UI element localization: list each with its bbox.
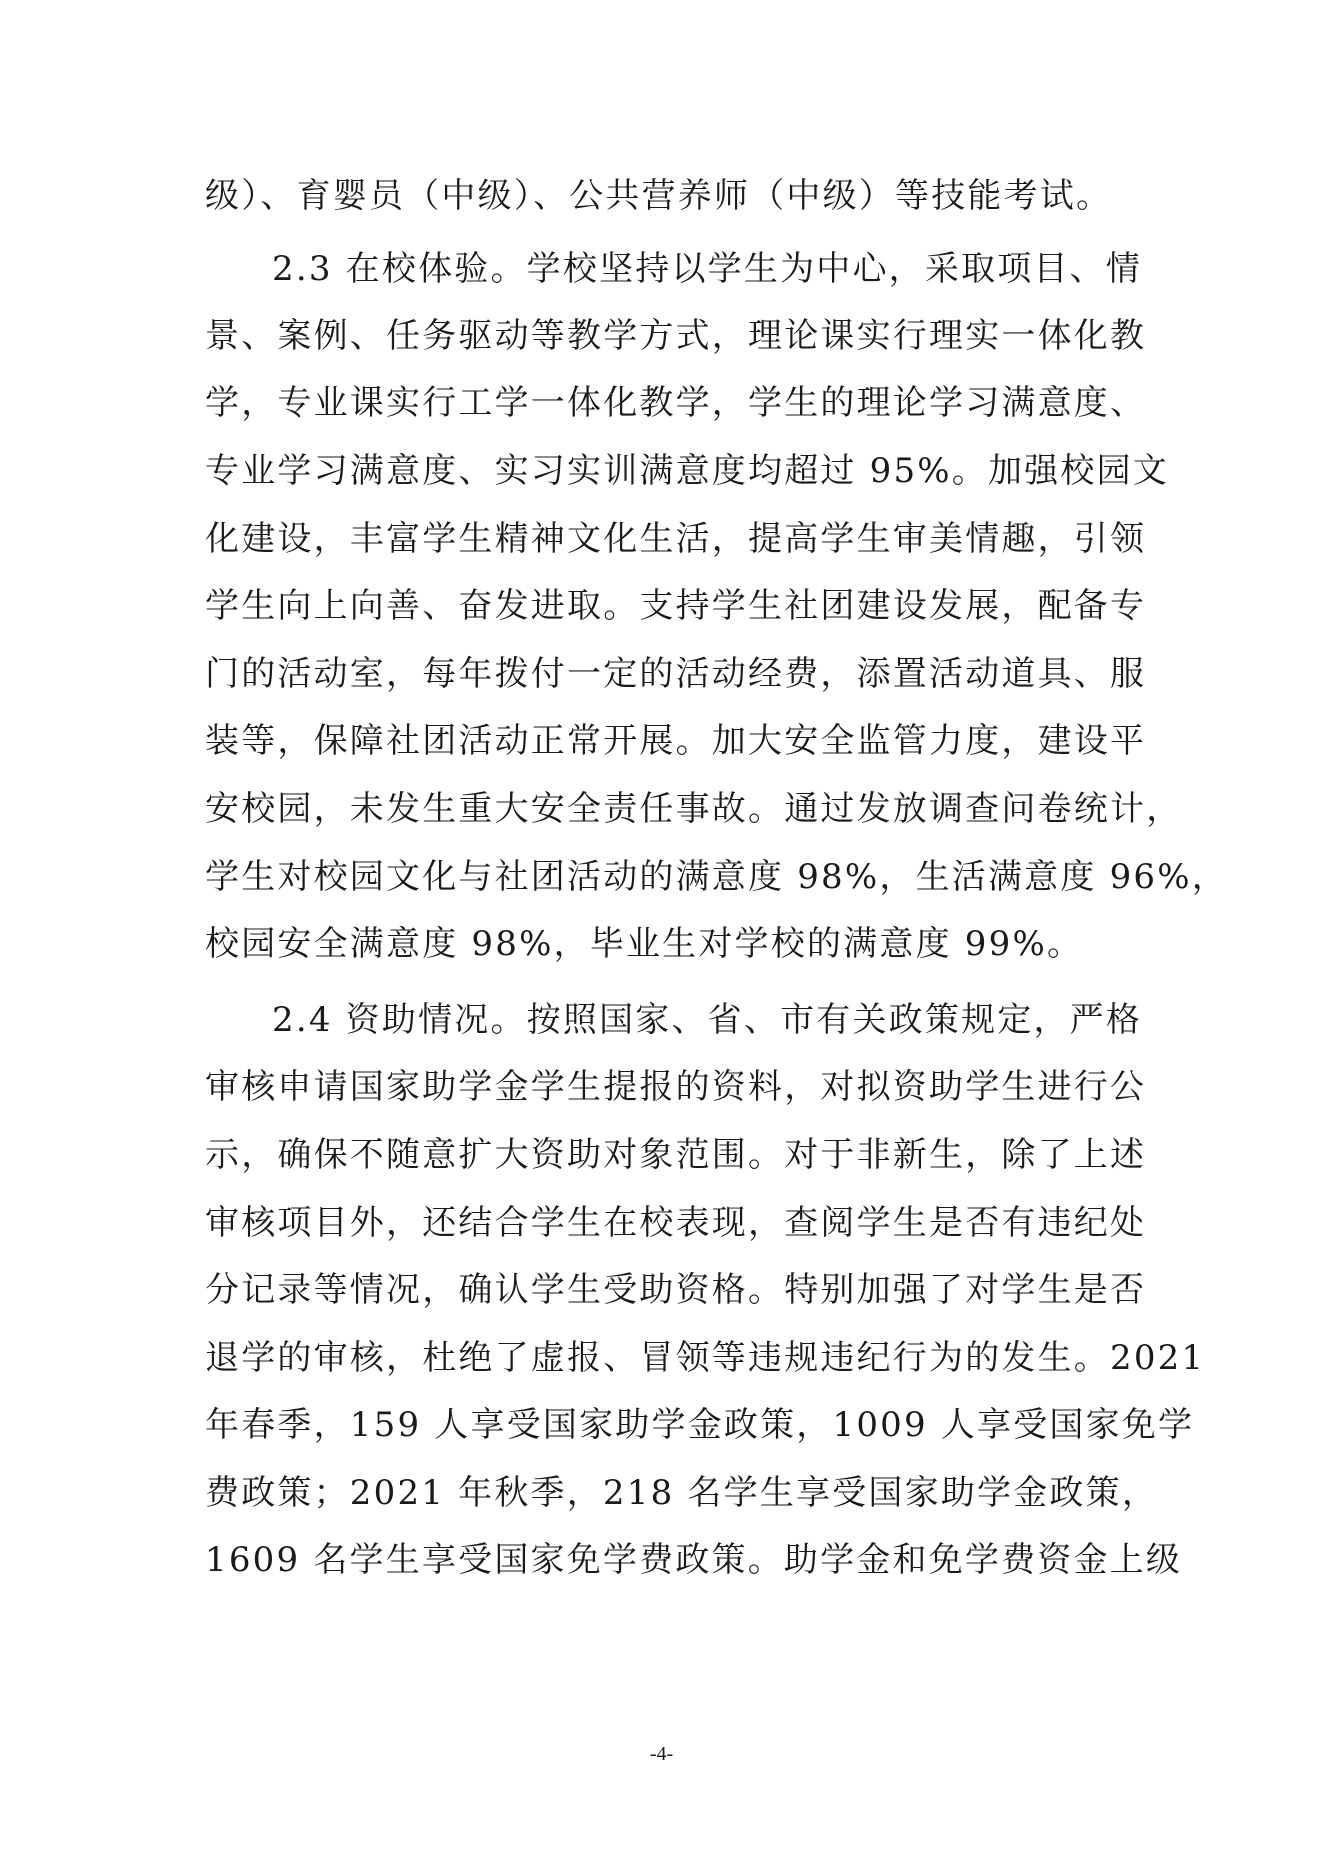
section-2-4-heading-line: 2.4 资助情况。按照国家、省、市有关政策规定，严格 [272,1000,1143,1040]
text-line: 化建设，丰富学生精神文化生活，提高学生审美情趣，引领 [205,519,1147,559]
text-line: 审核项目外，还结合学生在校表现，查阅学生是否有违纪处 [205,1203,1147,1243]
text-line: 分记录等情况，确认学生受助资格。特别加强了对学生是否 [205,1270,1147,1310]
page-number: -4- [649,1743,674,1765]
text-line: 学生向上向善、奋发进取。支持学生社团建设发展，配备专 [205,586,1147,626]
text-line: 装等，保障社团活动正常开展。加大安全监管力度，建设平 [205,721,1147,761]
text-line: 审核申请国家助学金学生提报的资料，对拟资助学生进行公 [205,1067,1147,1107]
text-line: 景、案例、任务驱动等教学方式，理论课实行理实一体化教 [205,316,1147,356]
text-line: 校园安全满意度 98%，毕业生对学校的满意度 99%。 [205,924,1084,964]
text-line: 退学的审核，杜绝了虚报、冒领等违规违纪行为的发生。2021 [205,1338,1206,1378]
text-line: 示，确保不随意扩大资助对象范围。对于非新生，除了上述 [205,1135,1147,1175]
text-line: 专业学习满意度、实习实训满意度均超过 95%。加强校园文 [205,451,1169,491]
text-line: 年春季，159 人享受国家助学金政策，1009 人享受国家免学 [205,1405,1195,1445]
text-line: 学生对校园文化与社团活动的满意度 98%，生活满意度 96%， [205,857,1228,897]
text-line: 级）、育婴员（中级）、公共营养师（中级）等技能考试。 [205,176,1113,216]
text-line: 费政策；2021 年秋季，218 名学生享受国家助学金政策， [205,1473,1159,1513]
text-line: 1609 名学生享受国家免学费政策。助学金和免学费资金上级 [205,1540,1183,1580]
text-line: 门的活动室，每年拨付一定的活动经费，添置活动道具、服 [205,654,1147,694]
section-2-3-heading-line: 2.3 在校体验。学校坚持以学生为中心，采取项目、情 [272,249,1143,289]
text-line: 安校园，未发生重大安全责任事故。通过发放调查问卷统计， [205,789,1183,829]
text-line: 学，专业课实行工学一体化教学，学生的理论学习满意度、 [205,383,1147,423]
